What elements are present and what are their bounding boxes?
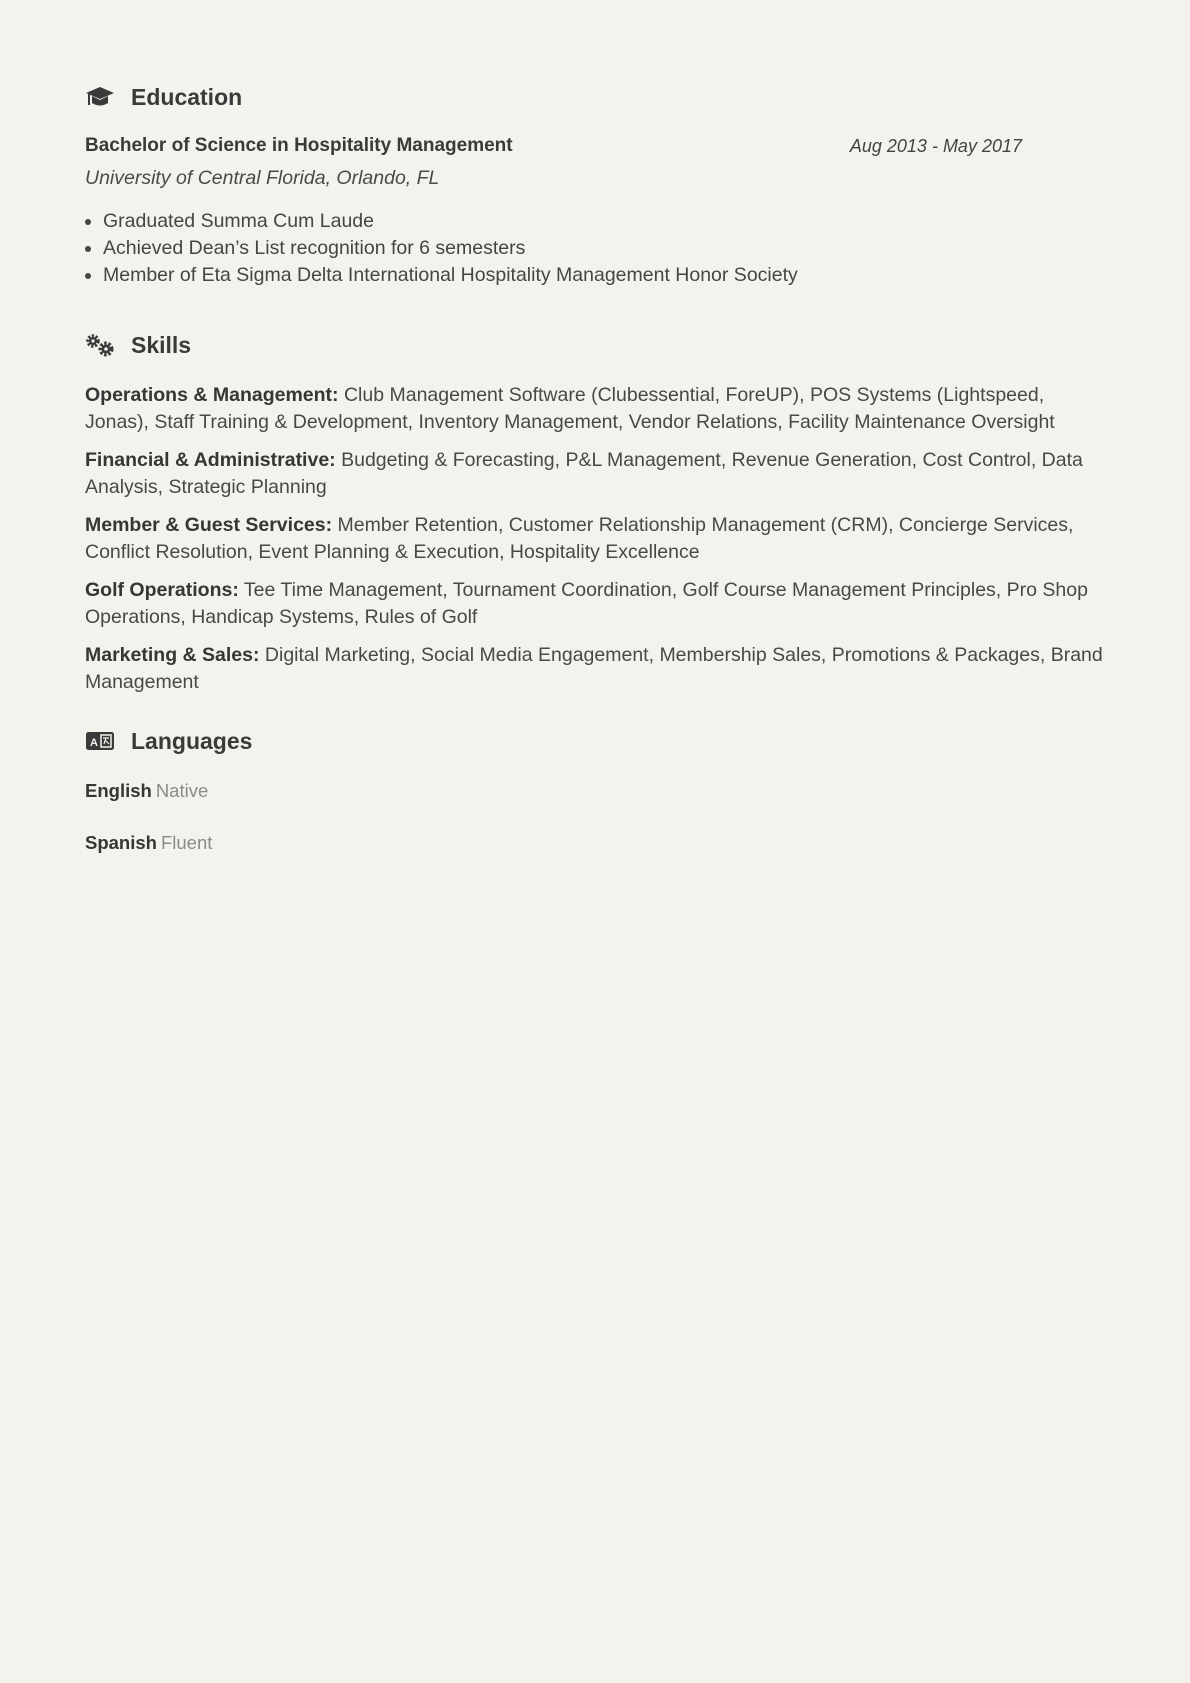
degree-dates: Aug 2013 - May 2017	[849, 136, 1022, 156]
languages-heading	[85, 726, 1105, 756]
skill-label: Golf Operations:	[85, 579, 239, 601]
skills-title: Skills	[131, 331, 192, 358]
school-name: University of Central Florida, Orlando, FL	[85, 167, 440, 189]
skill-label: Financial & Administrative:	[85, 449, 336, 471]
skill-text: Digital Marketing, Social Media Engagement, Membership Sales, Promotions & Packages, Brand Management	[85, 644, 1103, 693]
gears-icon	[85, 333, 115, 357]
skill-group	[85, 382, 1105, 436]
skill-text: Club Management Software (Clubessential, ForeUP), POS Systems (Lightspeed, Jonas), Staff Training & Development, Inventory Management, Vendor Relations, Facility Maintenance Oversight	[85, 384, 1055, 433]
education-section	[85, 82, 1105, 289]
svg-text:A: A	[90, 737, 98, 749]
skill-group	[85, 577, 1105, 631]
language-item	[85, 780, 1105, 802]
skill-group	[85, 447, 1105, 501]
education-heading	[85, 82, 1105, 112]
skill-label: Operations & Management:	[85, 384, 339, 406]
list-item: • Achieved Dean’s List recognition for 6 semesters	[103, 235, 1105, 262]
skill-text: Member Retention, Customer Relationship Management (CRM), Concierge Services, Conflict Resolution, Event Planning & Execution, Hospitality Excellence	[85, 514, 1074, 563]
skill-group	[85, 512, 1105, 566]
education-title: Education	[131, 83, 243, 110]
skills-section	[85, 330, 1105, 707]
degree-title: Bachelor of Science in Hospitality Management	[85, 135, 513, 156]
list-item: • Member of Eta Sigma Delta International Hospitality Management Honor Society	[103, 262, 1105, 289]
language-item	[85, 832, 1105, 854]
list-item: • Graduated Summa Cum Laude	[103, 208, 1105, 235]
graduation-cap-icon	[85, 85, 115, 109]
languages-section	[85, 726, 1105, 884]
language-level: Fluent	[160, 832, 213, 853]
skill-label: Marketing & Sales:	[85, 644, 260, 666]
language-level: Native	[155, 780, 209, 801]
skill-label: Member & Guest Services:	[85, 514, 333, 536]
skill-group	[85, 642, 1105, 696]
skills-heading	[85, 330, 1105, 360]
skill-text: Budgeting & Forecasting, P&L Management, Revenue Generation, Cost Control, Data Analysis, Strategic Planning	[85, 449, 1083, 498]
skill-text: Tee Time Management, Tournament Coordination, Golf Course Management Principles, Pro Shop Operations, Handicap Systems, Rules of Golf	[85, 579, 1088, 628]
language-name: Spanish	[85, 832, 157, 853]
education-bullets	[85, 208, 1105, 289]
degree-row	[85, 135, 1105, 161]
language-icon	[85, 729, 115, 753]
languages-title: Languages	[131, 727, 253, 754]
language-name: English	[85, 780, 152, 801]
